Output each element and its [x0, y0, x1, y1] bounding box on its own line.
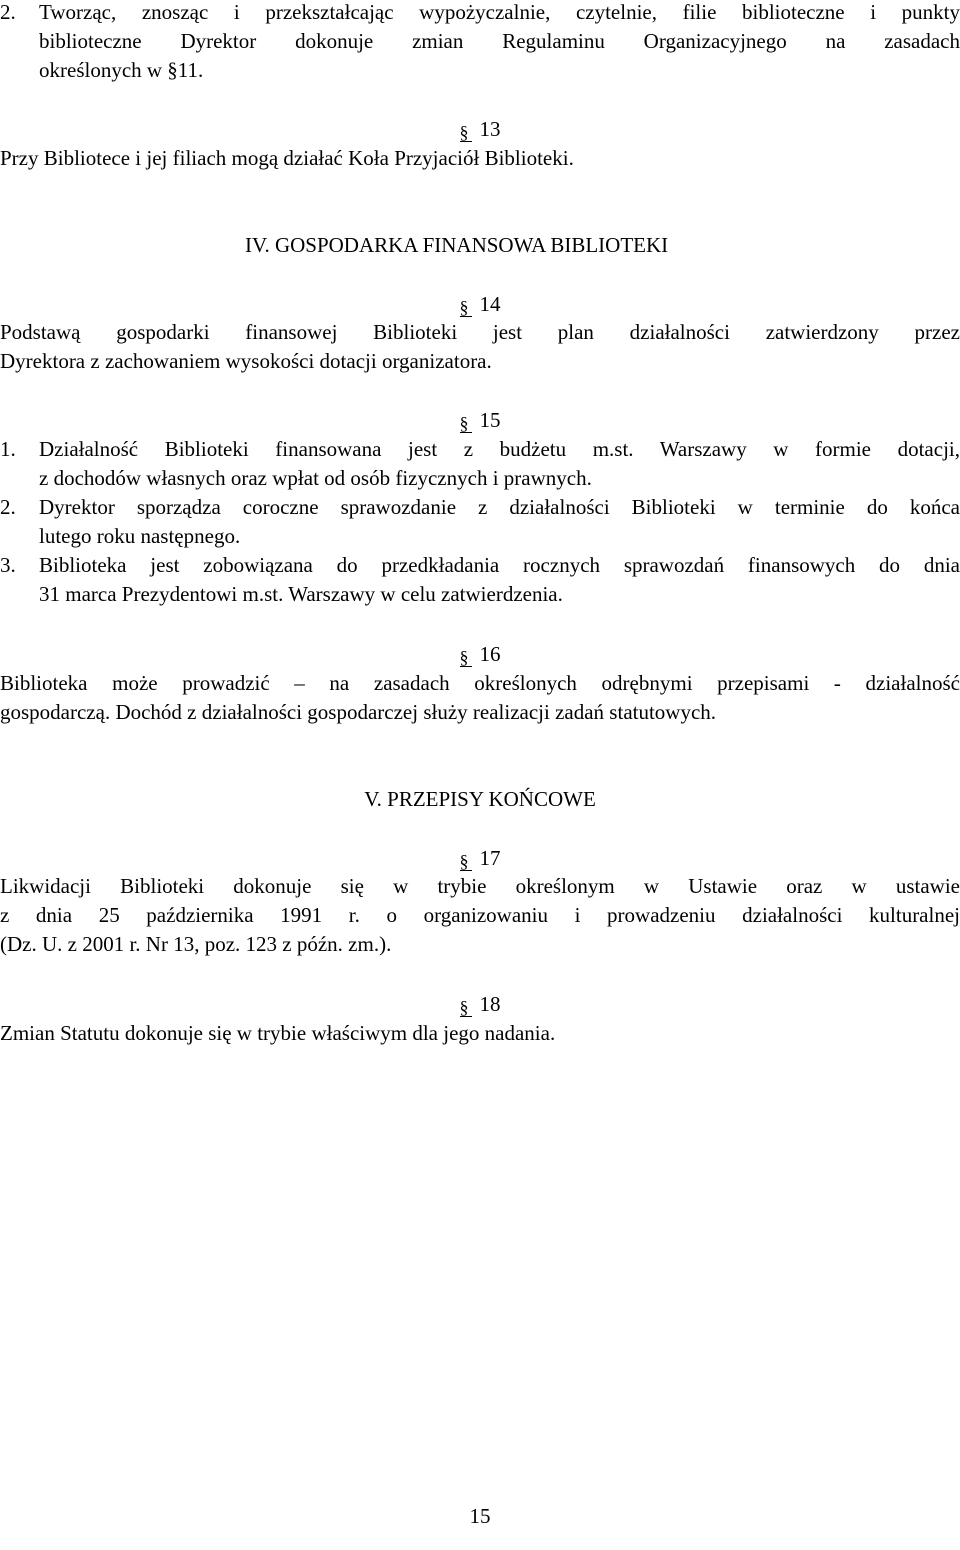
- paragraph-line: Dyrektora z zachowaniem wysokości dotacji organizatora.: [0, 349, 492, 373]
- paragraph-line: biblioteczne Dyrektor dokonuje zmian Regulaminu Organizacyjnego na zasadach: [39, 29, 960, 53]
- paragraph-line: (Dz. U. z 2001 r. Nr 13, poz. 123 z późn. zm.).: [0, 932, 392, 956]
- paragraph-line: Podstawą gospodarki finansowej Biblioteki jest plan działalności zatwierdzony przez: [0, 320, 960, 344]
- section-heading-18: § 18: [0, 990, 960, 1027]
- paragraph-line: Tworząc, znosząc i przekształcając wypożyczalnie, czytelnie, filie biblioteczne i punkty: [39, 0, 960, 24]
- list-item-number: 1.: [0, 437, 16, 461]
- section-sign-icon: [460, 410, 472, 433]
- section-heading-15: § 15: [0, 406, 960, 443]
- section-sign-icon: [460, 994, 472, 1017]
- paragraph-line: z dochodów własnych oraz wpłat od osób fizycznych i prawnych.: [39, 466, 592, 490]
- chapter-title: IV. GOSPODARKA FINANSOWA BIBLIOTEKI: [245, 233, 669, 257]
- page-number: 15: [469, 1504, 491, 1528]
- section-heading-16: § 16: [0, 640, 960, 677]
- list-item-number: 3.: [0, 553, 16, 577]
- paragraph-line: gospodarczą. Dochód z działalności gospodarczej służy realizacji zadań statutowych.: [0, 700, 717, 724]
- section-sign-icon: [460, 294, 472, 317]
- paragraph-line: lutego roku następnego.: [39, 524, 241, 548]
- list-item-number: 2.: [0, 0, 16, 24]
- section-sign-icon: [460, 644, 472, 667]
- paragraph-line: z dnia 25 października 1991 r. o organizowaniu i prowadzeniu działalności kulturalnej: [0, 903, 960, 927]
- paragraph-line: Biblioteka może prowadzić – na zasadach określonych odrębnymi przepisami - działalność: [0, 671, 960, 695]
- paragraph-line: Zmian Statutu dokonuje się w trybie właściwym dla jego nadania.: [0, 1021, 556, 1045]
- section-heading-13: § 13: [0, 115, 960, 152]
- paragraph-line: określonych w §11.: [39, 58, 204, 82]
- paragraph-line: Przy Bibliotece i jej filiach mogą działać Koła Przyjaciół Biblioteki.: [0, 146, 574, 170]
- chapter-title: V. PRZEPISY KOŃCOWE: [364, 787, 596, 811]
- paragraph-line: Dyrektor sporządza coroczne sprawozdanie z działalności Biblioteki w terminie do końca: [39, 495, 960, 519]
- list-item-number: 2.: [0, 495, 16, 519]
- paragraph-line: Biblioteka jest zobowiązana do przedkładania rocznych sprawozdań finansowych do dnia: [39, 553, 960, 577]
- section-heading-17: § 17: [0, 844, 960, 881]
- section-sign-icon: [460, 119, 472, 142]
- section-sign-icon: [460, 848, 472, 871]
- paragraph-line: Działalność Biblioteki finansowana jest z budżetu m.st. Warszawy w formie dotacji,: [39, 437, 960, 461]
- section-heading-14: § 14: [0, 290, 960, 327]
- paragraph-line: 31 marca Prezydentowi m.st. Warszawy w celu zatwierdzenia.: [39, 582, 563, 606]
- paragraph-line: Likwidacji Biblioteki dokonuje się w trybie określonym w Ustawie oraz w ustawie: [0, 874, 960, 898]
